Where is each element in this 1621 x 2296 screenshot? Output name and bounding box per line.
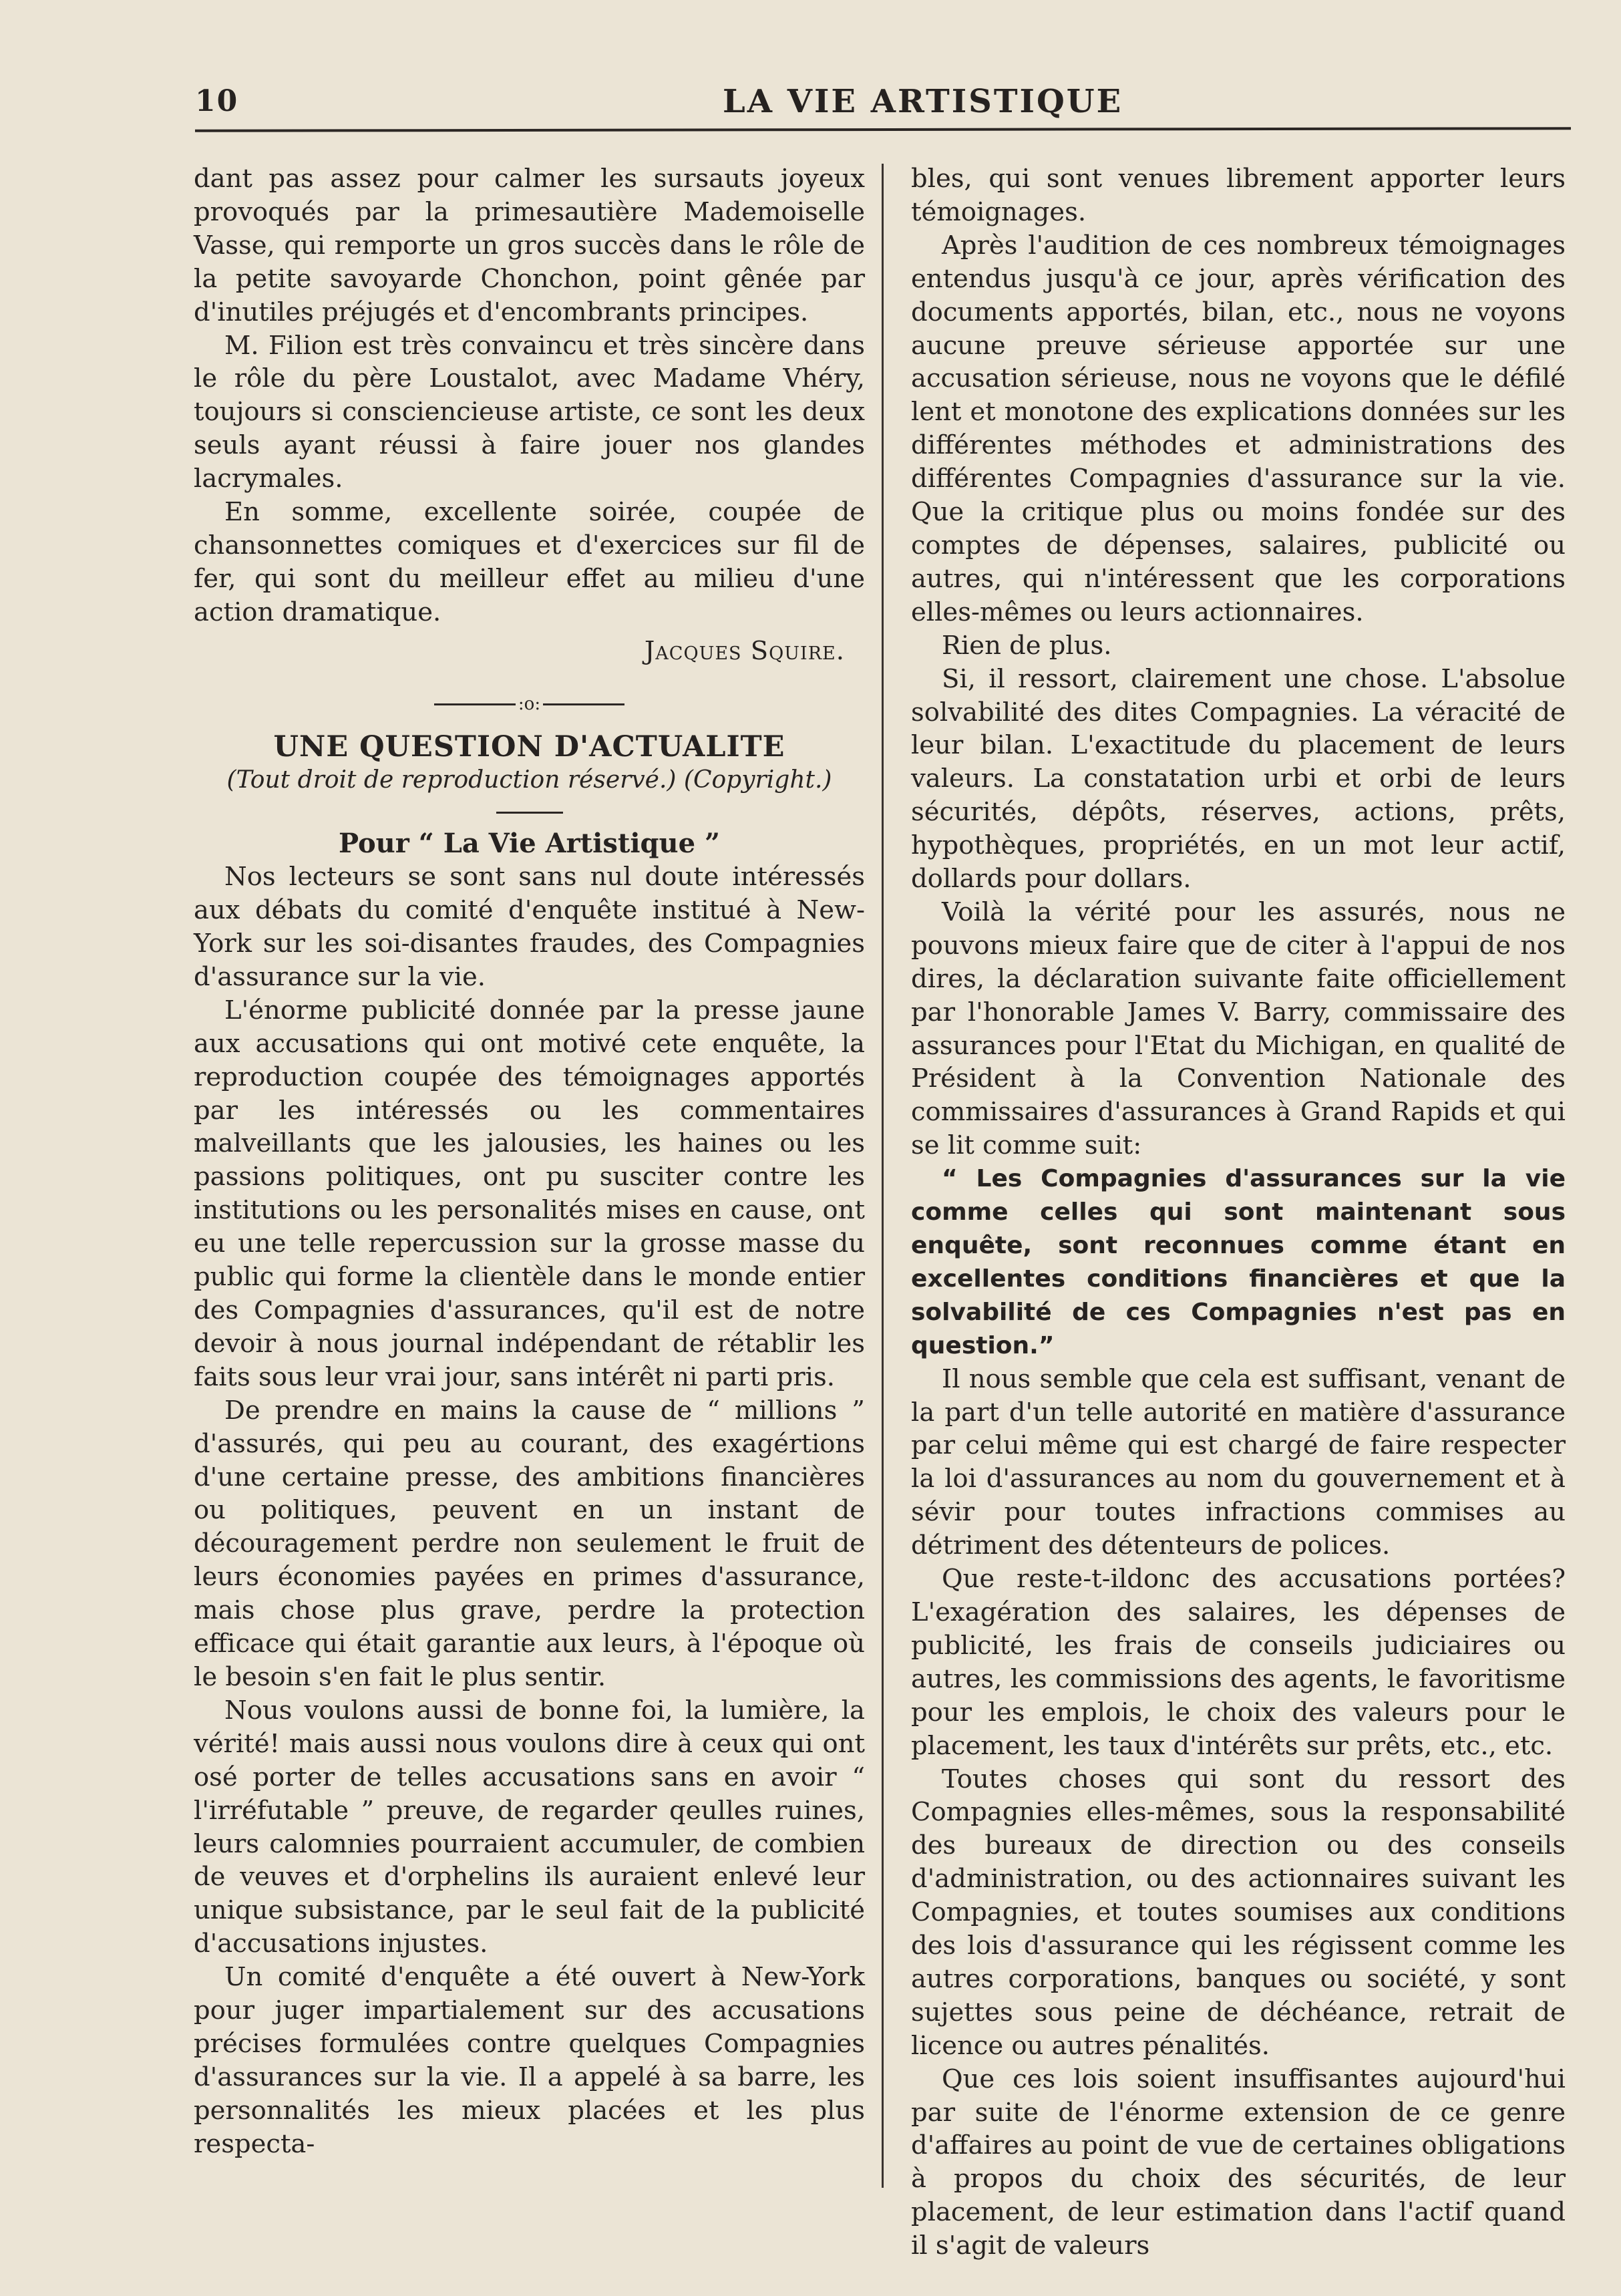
paragraph: bles, qui sont venues librement apporter leurs témoignages. bbox=[911, 164, 1566, 227]
paragraph: L'énorme publicité donnée par la presse jaune aux accusations qui ont motivé cete enquête, la reproduction coupée des témoignages apportés par les intéressés ou les commentaires malveillants que les jalousies, les haines ou les passions politiques, ont pu susciter contre les institutions ou les personalités mises en cause, ont eu une telle repercussion sur la grosse masse du public qui forme la clientèle dans le monde entier des Compagnies d'assurances, qu'il est de notre devoir à nous journal indépendant de rétablir les faits sous leur vrai jour, sans intérêt ni parti pris. bbox=[194, 995, 865, 1392]
column-divider bbox=[882, 164, 884, 2188]
page-header bbox=[0, 72, 1621, 126]
paragraph: Après l'audition de ces nombreux témoignages entendus jusqu'à ce jour, après vérification des documents apportés, bilan, etc., nous ne voyons aucune preuve sérieuse apportée sur une accusation sérieuse, nous ne voyons que le défilé lent et monotone des explications données sur les différentes méthodes et administrations des différentes Compagnies d'assurance sur la vie. Que la critique plus ou moins fondée sur des comptes de dépenses, salaires, publicité ou autres, qui n'intéressent que les corporations elles-mêmes ou leurs actionnaires. bbox=[911, 230, 1566, 627]
right-column bbox=[911, 162, 1566, 2263]
paragraph: dant pas assez pour calmer les sursauts joyeux provoqués par la primesautière Mademoiselle Vasse, qui remporte un gros succès dans le rôle de la petite savoyarde Chonchon, point gênée par d'inutiles préjugés et d'encombrants principes. bbox=[194, 164, 865, 327]
rights-notice: (Tout droit de reproduction réservé.) (Copyright.) bbox=[226, 766, 832, 794]
title-rule bbox=[496, 812, 563, 814]
separator-ornament: :o: bbox=[518, 693, 541, 714]
header-rule bbox=[195, 127, 1571, 132]
paragraph: Il nous semble que cela est suffisant, venant de la part d'un telle autorité en matière d'assurance par celui même qui est chargé de faire respecter la loi d'assurances au nom du gouvernement et à sévir pour toutes infractions commises au détriment des détenteurs de polices. bbox=[911, 1363, 1566, 1561]
separator-line bbox=[434, 703, 516, 705]
article-subtitle: Pour “ La Vie Artistique ” bbox=[339, 828, 720, 860]
paragraph: M. Filion est très convaincu et très sincère dans le rôle du père Loustalot, avec Madame Vhéry, toujours si consciencieuse artiste, ce sont les deux seuls ayant réussi à faire jouer nos glandes lacrymales. bbox=[194, 330, 865, 494]
paragraph: Voilà la vérité pour les assurés, nous ne pouvons mieux faire que de citer à l'appui de nos dires, la déclaration suivante faite officiellement par l'honorable James V. Barry, commissaire des assurances pour l'Etat du Michigan, en qualité de Président à la Convention Nationale des commissaires d'assurances à Grand Rapids et qui se lit comme suit: bbox=[911, 896, 1566, 1161]
paragraph: Toutes choses qui sont du ressort des Compagnies elles-mêmes, sous la responsabilité des bureaux de direction ou des conseils d'administration, ou des actionnaires suivant les Compagnies, et toutes soumises aux conditions des lois d'assurance qui les régissent comme les autres corporations, banques ou société, y sont sujettes sous peine de déchéance, retrait de licence ou autres pénalités. bbox=[911, 1764, 1566, 2061]
official-quote: “ Les Compagnies d'assurances sur la vie comme celles qui sont maintenant sous enquête, sont reconnues comme étant en excellentes conditions financières et que la solvabilité de ces Compagnies n'est pas en question.” bbox=[911, 1165, 1566, 1359]
article-title: UNE QUESTION D'ACTUALITE bbox=[273, 729, 785, 764]
paragraph: Nous voulons aussi de bonne foi, la lumière, la vérité! mais aussi nous voulons dire à ceux qui ont osé porter de telles accusations sans en avoir “ l'irréfutable ” preuve, de regarder qeulles ruines, leurs calomnies pourraient accumuler, de combien de veuves et d'orphelins ils auraient enlevé leur unique subsistance, par le seul fait de la publicité d'accusations injustes. bbox=[194, 1695, 865, 1959]
paragraph: Que reste-t-ildonc des accusations portées? L'exagération des salaires, les dépenses de publicité, les frais de conseils judiciaires ou autres, les commissions des agents, le favoritisme pour les emplois, le choix des valeurs pour le placement, les taux d'intérêts sur prêts, etc., etc. bbox=[911, 1564, 1566, 1761]
separator-line bbox=[543, 703, 624, 705]
page-number: 10 bbox=[195, 84, 239, 118]
paragraph: De prendre en mains la cause de “ millions ” d'assurés, qui peu au courant, des exagértions d'une certaine presse, des ambitions financières ou politiques, peuvent en un instant de découragement perdre non seulement le fruit de leurs économies payées en primes d'assurance, mais chose plus grave, perdre la protection efficace qui était garantie aux leurs, à l'époque où le besoin s'en fait le plus sentir. bbox=[194, 1395, 865, 1692]
paragraph: Rien de plus. bbox=[942, 630, 1112, 661]
section-separator bbox=[194, 688, 865, 721]
paragraph: Si, il ressort, clairement une chose. L'absolue solvabilité des dites Compagnies. La véracité de leur bilan. L'exactitude du placement de leurs valeurs. La constatation urbi et orbi de leurs sécurités, dépôts, réserves, actions, prêts, hypothèques, propriétés, en un mot leur actif, dollards pour dollars. bbox=[911, 663, 1566, 894]
author-signature: Jacques Squire. bbox=[644, 635, 845, 666]
left-column bbox=[194, 162, 865, 2161]
paragraph: Un comité d'enquête a été ouvert à New-York pour juger impartialement sur des accusations précises formulées contre quelques Compagnies d'assurances sur la vie. Il a appelé à sa barre, les personnalités les mieux placées et les plus respecta- bbox=[194, 1962, 865, 2159]
paragraph: En somme, excellente soirée, coupée de chansonnettes comiques et d'exercices sur fil de fer, qui sont du meilleur effet au milieu d'une action dramatique. bbox=[194, 497, 865, 627]
running-title: LA VIE ARTISTIQUE bbox=[723, 83, 1123, 120]
paragraph: Nos lecteurs se sont sans nul doute intéressés aux débats du comité d'enquête institué à New-York sur les soi-disantes fraudes, des Compagnies d'assurance sur la vie. bbox=[194, 862, 865, 992]
paragraph: Que ces lois soient insuffisantes aujourd'hui par suite de l'énorme extension de ce genre d'affaires au point de vue de certaines obligations à propos du choix des sécurités, de leur placement, de leur estimation dans l'actif quand il s'agit de valeurs bbox=[911, 2064, 1566, 2261]
